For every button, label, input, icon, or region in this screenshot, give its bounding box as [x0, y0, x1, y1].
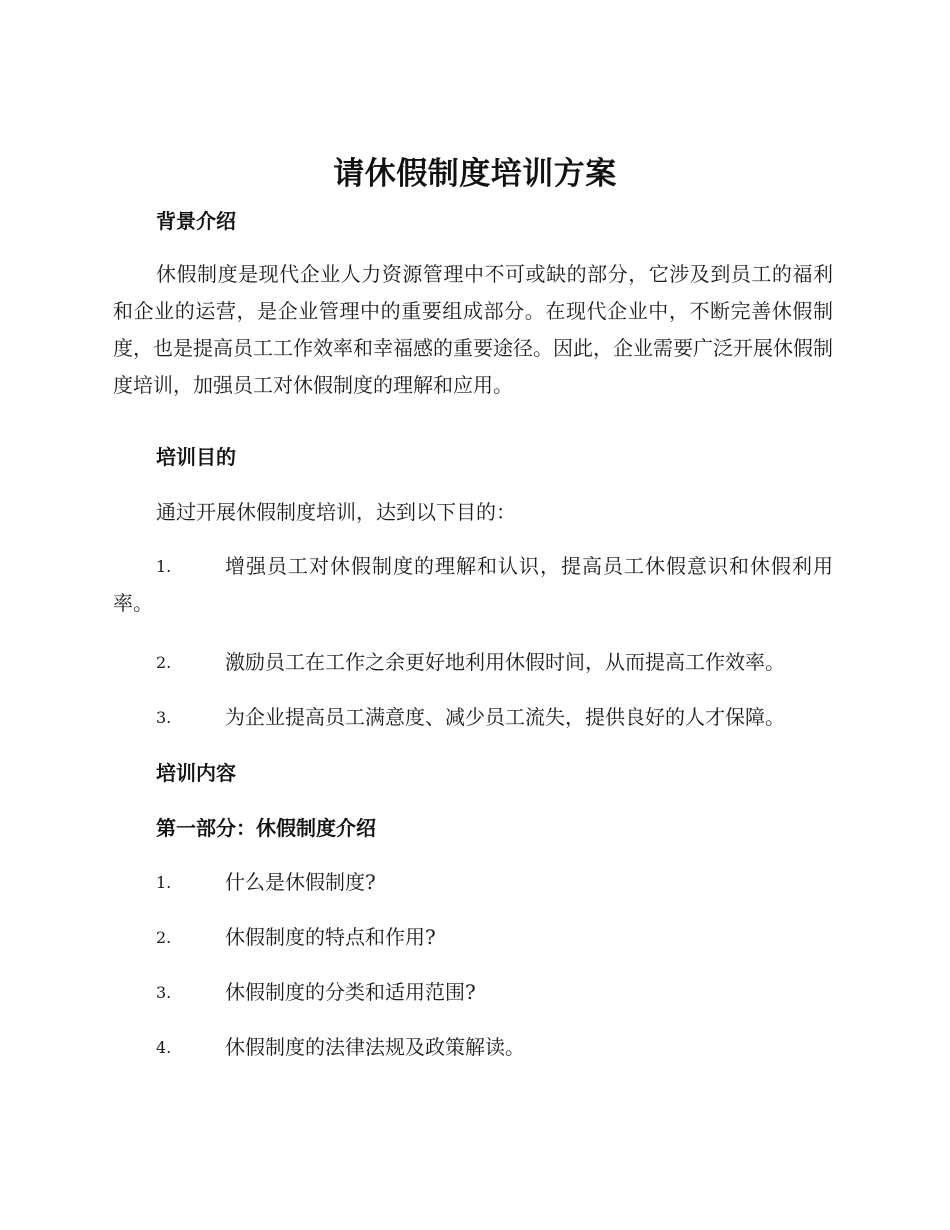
- list-item-text: 增强员工对休假制度的理解和认识，提高员工休假意识和休假利用率。: [113, 554, 833, 615]
- list-item-text: 休假制度的分类和适用范围?: [225, 980, 476, 1004]
- background-paragraph: 休假制度是现代企业人力资源管理中不可或缺的部分，它涉及到员工的福利和企业的运营，是企业管理中的重要组成部分。在现代企业中，不断完善休假制度，也是提高员工工作效率和幸福感的重要途径。因此，企业需要广泛开展休假制度培训，加强员工对休假制度的理解和应用。: [113, 262, 833, 397]
- part1-item-3: [113, 974, 833, 1011]
- part1-item-2: [113, 919, 833, 956]
- list-number: 3.: [156, 983, 172, 1002]
- part1-item-1: [113, 864, 833, 901]
- list-number: 3.: [156, 708, 172, 727]
- purpose-item-3: [113, 699, 833, 736]
- part1-item-4: [113, 1029, 833, 1066]
- purpose-item-2: [113, 644, 833, 681]
- subsection-heading-part1: 第一部分：休假制度介绍: [156, 816, 376, 840]
- purpose-intro: 通过开展休假制度培训，达到以下目的：: [156, 500, 516, 524]
- list-number: 1.: [156, 557, 172, 576]
- section-heading-background: 背景介绍: [156, 209, 236, 233]
- list-item-text: 为企业提高员工满意度、减少员工流失，提供良好的人才保障。: [225, 705, 785, 729]
- list-number: 2.: [156, 653, 172, 672]
- section-heading-content: 培训内容: [156, 761, 236, 785]
- list-item-text: 激励员工在工作之余更好地利用休假时间，从而提高工作效率。: [225, 650, 785, 674]
- section-heading-purpose: 培训目的: [156, 445, 236, 469]
- list-item-text: 休假制度的特点和作用?: [225, 925, 436, 949]
- list-number: 2.: [156, 928, 172, 947]
- list-item-text: 什么是休假制度?: [225, 870, 376, 894]
- list-item-text: 休假制度的法律法规及政策解读。: [225, 1035, 525, 1059]
- purpose-item-1: [113, 548, 833, 622]
- document-title: 请休假制度培训方案: [333, 156, 617, 192]
- list-number: 1.: [156, 873, 172, 892]
- list-number: 4.: [156, 1038, 172, 1057]
